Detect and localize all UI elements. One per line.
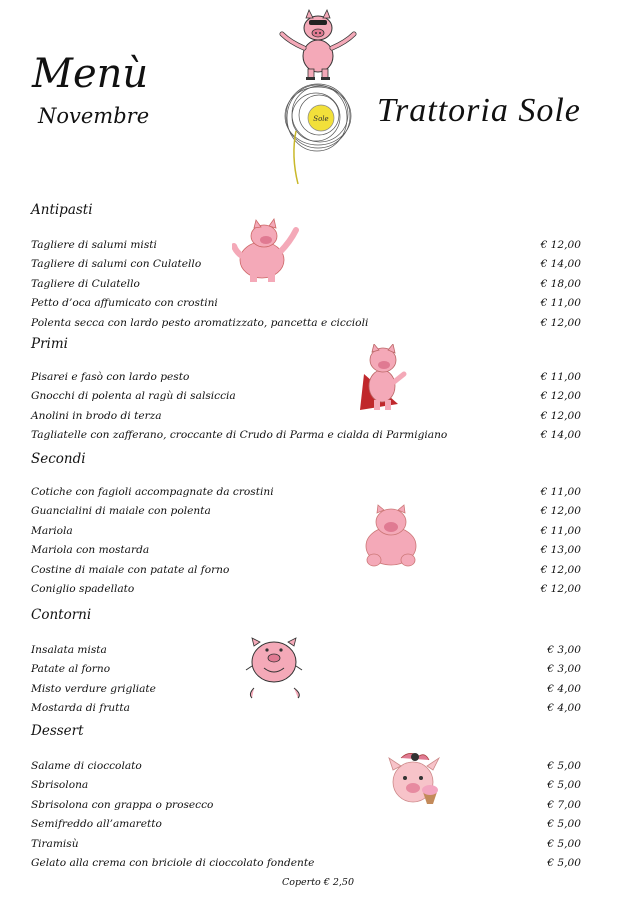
menu-item — [31, 315, 581, 331]
sitting-pig-icon — [362, 504, 420, 568]
menu-item-price: € 13,00 — [540, 544, 581, 557]
menu-item-price: € 12,00 — [540, 505, 581, 518]
menu-item — [31, 562, 581, 578]
menu-item — [31, 503, 581, 519]
menu-item — [31, 276, 581, 292]
menu-item — [31, 237, 581, 253]
menu-item-name: Salame di cioccolato — [31, 760, 142, 772]
menu-item-price: € 11,00 — [540, 486, 581, 498]
menu-item — [31, 758, 581, 774]
menu-title: Menù — [32, 51, 149, 97]
menu-item — [31, 681, 581, 697]
cupcake-pig-icon — [385, 748, 445, 808]
menu-item-name: Mariola — [31, 524, 73, 537]
menu-item-name: Costine di maiale con patate al forno — [31, 563, 230, 576]
menu-item-price: € 12,00 — [540, 390, 581, 403]
menu-item-price: € 5,00 — [547, 837, 581, 850]
section-title-secondi: Secondi — [31, 451, 86, 467]
menu-item — [31, 542, 581, 558]
menu-item-price: € 11,00 — [540, 371, 581, 383]
menu-item — [31, 484, 581, 500]
menu-item-name: Tagliere di salumi misti — [31, 239, 157, 251]
menu-item — [31, 816, 581, 832]
menu-item — [31, 408, 581, 424]
waving-pig-icon — [232, 218, 302, 284]
menu-item-price: € 12,00 — [540, 316, 581, 329]
menu-item — [31, 661, 581, 677]
menu-item-price: € 4,00 — [547, 682, 581, 695]
menu-item-price: € 18,00 — [540, 277, 581, 290]
menu-item-price: € 12,00 — [540, 563, 581, 576]
menu-item-name: Mostarda di frutta — [31, 702, 130, 715]
menu-item-name: Cotiche con fagioli accompagnate da crostini — [31, 486, 274, 498]
restaurant-name: Trattoria Sole — [377, 92, 581, 129]
menu-item-name: Sbrisolona — [31, 779, 89, 792]
menu-item-name: Patate al forno — [31, 663, 111, 676]
menu-item-price: € 3,00 — [547, 644, 581, 656]
menu-item — [31, 388, 581, 404]
menu-item-price: € 3,00 — [547, 663, 581, 676]
menu-item-name: Gelato alla crema con briciole di cioccolato fondente — [31, 857, 315, 869]
menu-item-price: € 7,00 — [547, 798, 581, 811]
menu-item-price: € 12,00 — [540, 239, 581, 251]
menu-item-name: Coniglio spadellato — [31, 583, 135, 595]
menu-item-name: Polenta secca con lardo pesto aromatizzato, pancetta e ciccioli — [31, 316, 369, 329]
menu-item-price: € 14,00 — [540, 429, 581, 442]
section-title-contorni: Contorni — [31, 607, 92, 623]
menu-month: Novembre — [38, 104, 150, 128]
menu-item-name: Petto d’oca affumicato con crostini — [31, 297, 218, 310]
menu-item — [31, 797, 581, 813]
menu-item — [31, 427, 581, 443]
menu-item-price: € 12,00 — [540, 583, 581, 595]
menu-item — [31, 642, 581, 658]
menu-item — [31, 581, 581, 597]
menu-item — [31, 777, 581, 793]
menu-item-price: € 11,00 — [540, 524, 581, 537]
menu-item-name: Guancialini di maiale con polenta — [31, 505, 211, 518]
menu-item-price: € 5,00 — [547, 779, 581, 792]
menu-item-price: € 11,00 — [540, 297, 581, 310]
menu-item-name: Pisarei e fasò con lardo pesto — [31, 371, 190, 383]
menu-item — [31, 256, 581, 272]
menu-item-name: Tagliere di salumi con Culatello — [31, 258, 202, 271]
menu-item-price: € 14,00 — [540, 258, 581, 271]
menu-item-name: Anolini in brodo di terza — [31, 409, 162, 422]
menu-item-name: Misto verdure grigliate — [31, 682, 156, 695]
menu-item-name: Tagliere di Culatello — [31, 277, 140, 290]
menu-item — [31, 369, 581, 385]
menu-item — [31, 700, 581, 716]
menu-item — [31, 523, 581, 539]
menu-item-price: € 5,00 — [547, 818, 581, 831]
logo-pig-icon — [282, 10, 354, 80]
menu-item-name: Insalata mista — [31, 644, 107, 656]
menu-item-name: Semifreddo all’amaretto — [31, 818, 162, 831]
menu-item — [31, 836, 581, 852]
menu-item-name: Mariola con mostarda — [31, 544, 150, 557]
menu-item-name: Tiramisù — [31, 837, 79, 850]
menu-item-price: € 4,00 — [547, 702, 581, 715]
section-title-antipasti: Antipasti — [31, 202, 93, 218]
menu-item-price: € 5,00 — [547, 857, 581, 869]
logo-swirl-icon — [285, 84, 351, 184]
menu-item-name: Tagliatelle con zafferano, croccante di Crudo di Parma e cialda di Parmigiano — [31, 429, 448, 442]
menu-item-name: Sbrisolona con grappa o prosecco — [31, 798, 214, 811]
superhero-pig-icon — [358, 344, 408, 416]
round-pig-icon — [244, 636, 306, 702]
cover-charge: Coperto € 2,50 — [281, 877, 354, 888]
restaurant-logo — [276, 6, 366, 186]
menu-item — [31, 855, 581, 871]
logo-label: Sole — [313, 115, 329, 123]
section-title-primi: Primi — [31, 336, 68, 352]
menu-item — [31, 295, 581, 311]
menu-item-price: € 5,00 — [547, 760, 581, 772]
section-title-dessert: Dessert — [31, 723, 84, 739]
menu-item-name: Gnocchi di polenta al ragù di salsiccia — [31, 390, 236, 403]
menu-item-price: € 12,00 — [540, 409, 581, 422]
